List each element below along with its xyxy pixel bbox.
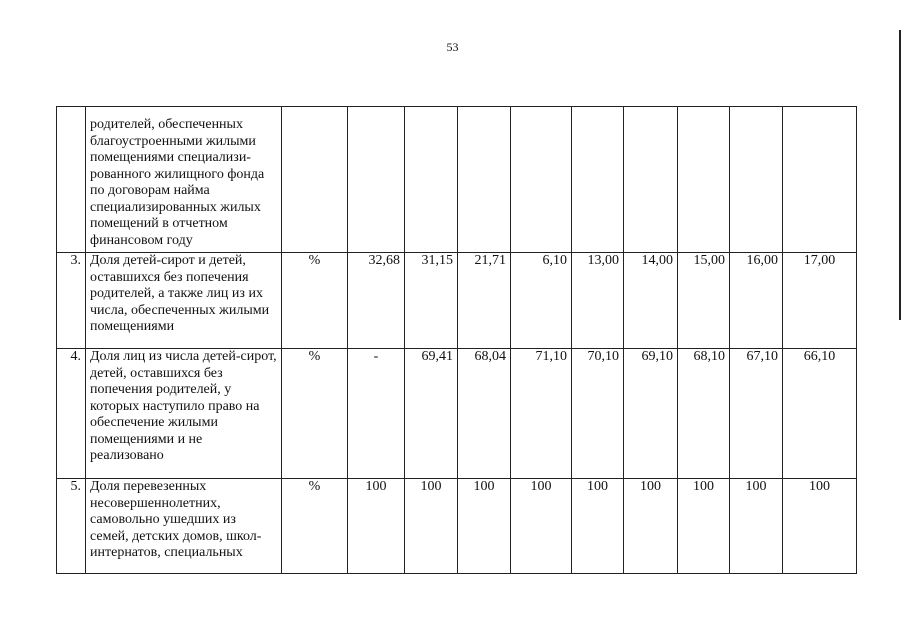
value-cell: 100 [624, 479, 678, 574]
value-cell [458, 107, 511, 253]
value-cell: 21,71 [458, 253, 511, 349]
value-cell: 31,15 [405, 253, 458, 349]
value-cell: 69,41 [405, 349, 458, 479]
value-cell: 71,10 [511, 349, 572, 479]
value-cell: 70,10 [572, 349, 624, 479]
value-cell: 67,10 [730, 349, 783, 479]
value-cell: 100 [405, 479, 458, 574]
scan-edge-mark [899, 30, 901, 320]
value-cell [730, 107, 783, 253]
indicator-name: родителей, обеспеченных благоустроенными жилыми помещениями специализи-рованного жилищного фонда по договорам найма специализированных жилых помещений в отчетном финансовом году [86, 107, 282, 253]
row-number [57, 107, 86, 253]
row-number: 5. [57, 479, 86, 574]
table-row [57, 253, 857, 349]
value-cell: 15,00 [678, 253, 730, 349]
value-cell [511, 107, 572, 253]
value-cell: 100 [572, 479, 624, 574]
indicator-name: Доля лиц из числа детей-сирот, детей, оставшихся без попечения родителей, у которых наступило право на обеспечение жилыми помещениями и не реализовано [86, 349, 282, 479]
value-cell [348, 107, 405, 253]
value-cell [624, 107, 678, 253]
value-cell: 100 [348, 479, 405, 574]
value-cell: 16,00 [730, 253, 783, 349]
value-cell: 32,68 [348, 253, 405, 349]
value-cell: 13,00 [572, 253, 624, 349]
value-cell: 69,10 [624, 349, 678, 479]
value-cell: 17,00 [783, 253, 857, 349]
value-cell [783, 107, 857, 253]
unit-cell [282, 107, 348, 253]
value-cell [572, 107, 624, 253]
indicators-table [56, 106, 857, 574]
row-number: 4. [57, 349, 86, 479]
value-cell: 100 [458, 479, 511, 574]
value-cell: 100 [511, 479, 572, 574]
table-row [57, 349, 857, 479]
table-row [57, 479, 857, 574]
value-cell: 68,10 [678, 349, 730, 479]
value-cell: 68,04 [458, 349, 511, 479]
indicator-name: Доля перевезенных несовершеннолетних, самовольно ушедших из семей, детских домов, школ-интернатов, специальных [86, 479, 282, 574]
unit-cell: % [282, 479, 348, 574]
value-cell [405, 107, 458, 253]
value-cell [678, 107, 730, 253]
value-cell: - [348, 349, 405, 479]
unit-cell: % [282, 253, 348, 349]
value-cell: 100 [730, 479, 783, 574]
table-row [57, 107, 857, 253]
indicator-name: Доля детей-сирот и детей, оставшихся без попечения родителей, а также лиц из их числа, обеспеченных жилыми помещениями [86, 253, 282, 349]
unit-cell: % [282, 349, 348, 479]
value-cell: 14,00 [624, 253, 678, 349]
row-number: 3. [57, 253, 86, 349]
value-cell: 100 [678, 479, 730, 574]
value-cell: 66,10 [783, 349, 857, 479]
value-cell: 100 [783, 479, 857, 574]
page-number: 53 [446, 40, 459, 54]
value-cell: 6,10 [511, 253, 572, 349]
